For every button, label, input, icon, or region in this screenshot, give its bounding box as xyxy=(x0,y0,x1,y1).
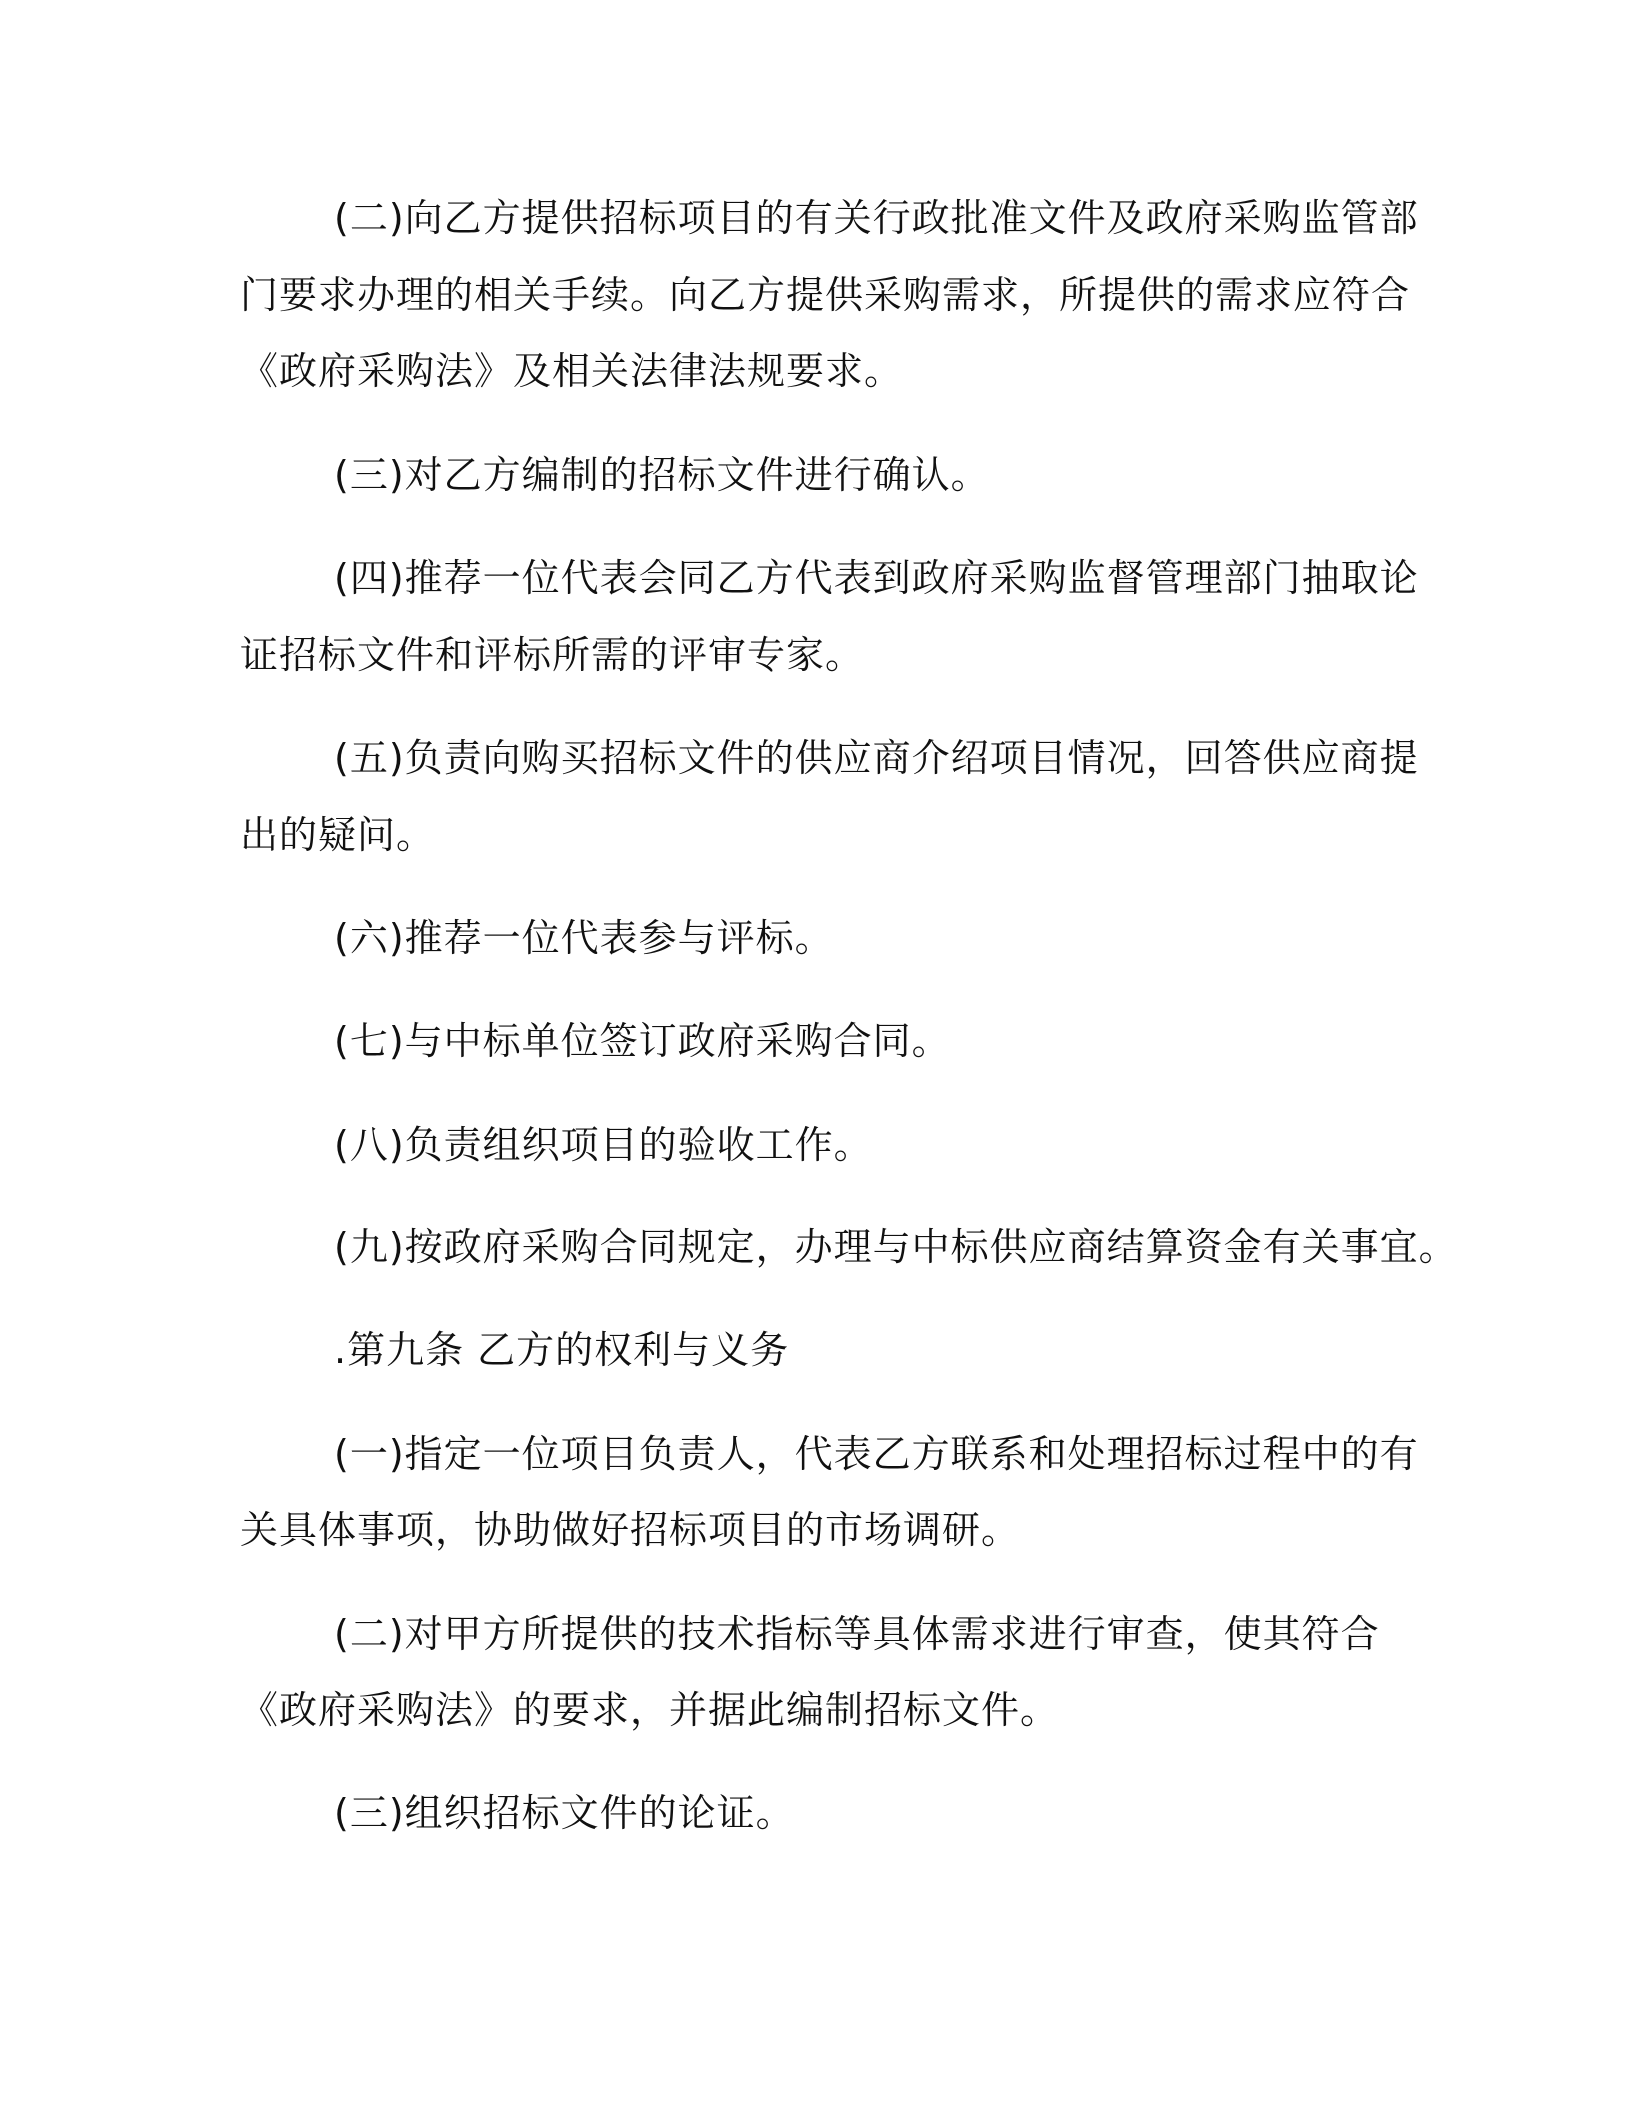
paragraph-line: 证招标文件和评标所需的评审专家。 xyxy=(240,633,865,677)
paragraph-line: 《政府采购法》的要求，并据此编制招标文件。 xyxy=(240,1688,1060,1732)
paragraph-line: (四)推荐一位代表会同乙方代表到政府采购监督管理部门抽取论 xyxy=(334,556,1419,600)
paragraph-line: (一)指定一位项目负责人，代表乙方联系和处理招标过程中的有 xyxy=(334,1432,1419,1476)
paragraph-line: 出的疑问。 xyxy=(240,813,436,857)
paragraph-line: 《政府采购法》及相关法律法规要求。 xyxy=(240,349,904,393)
section-heading: .第九条 乙方的权利与义务 xyxy=(334,1328,790,1372)
paragraph-line: (三)对乙方编制的招标文件进行确认。 xyxy=(334,453,990,497)
paragraph-line: (九)按政府采购合同规定，办理与中标供应商结算资金有关事宜。 xyxy=(334,1225,1458,1269)
paragraph-line: (七)与中标单位签订政府采购合同。 xyxy=(334,1019,951,1063)
paragraph-line: (二)向乙方提供招标项目的有关行政批准文件及政府采购监管部 xyxy=(334,196,1419,240)
paragraph-line: 关具体事项，协助做好招标项目的市场调研。 xyxy=(240,1508,1021,1552)
paragraph-line: (五)负责向购买招标文件的供应商介绍项目情况，回答供应商提 xyxy=(334,736,1419,780)
paragraph-line: 门要求办理的相关手续。向乙方提供采购需求，所提供的需求应符合 xyxy=(240,273,1411,317)
paragraph-line: (二)对甲方所提供的技术指标等具体需求进行审查，使其符合 xyxy=(334,1612,1380,1656)
paragraph-line: (三)组织招标文件的论证。 xyxy=(334,1791,795,1835)
paragraph-line: (八)负责组织项目的验收工作。 xyxy=(334,1123,873,1167)
paragraph-line: (六)推荐一位代表参与评标。 xyxy=(334,916,834,960)
